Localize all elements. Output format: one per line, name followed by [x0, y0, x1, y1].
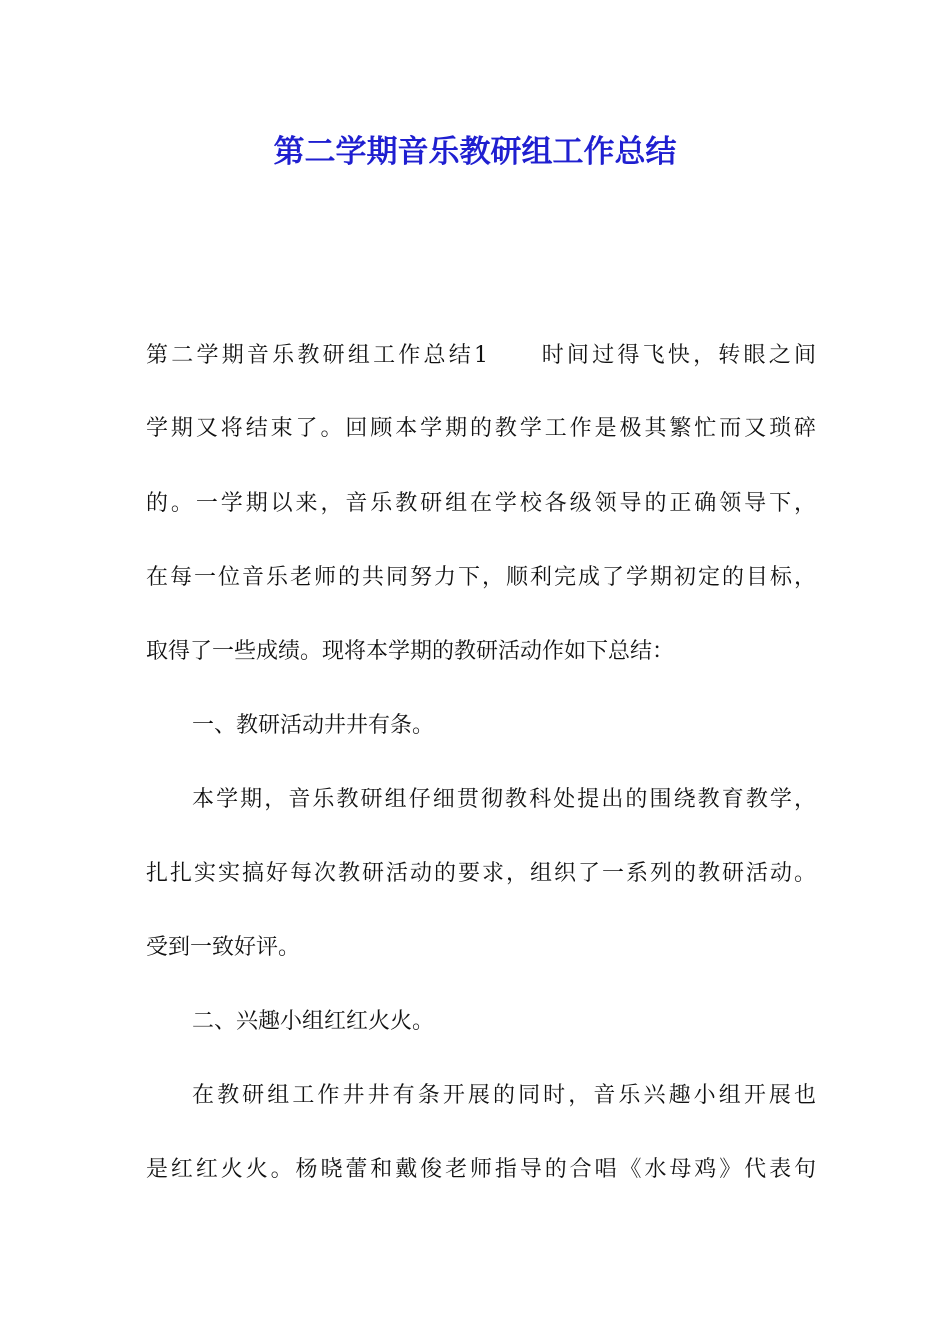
paragraph-line: 在每一位音乐老师的共同努力下，顺利完成了学期初定的目标，: [146, 565, 816, 590]
paragraph-line: 扎扎实实搞好每次教研活动的要求，组织了一系列的教研活动。: [146, 861, 816, 886]
paragraph-line: 在教研组工作井井有条开展的同时，音乐兴趣小组开展也: [192, 1083, 816, 1108]
paragraph-line: 受到一致好评。: [146, 935, 301, 960]
document-title: 第二学期音乐教研组工作总结: [273, 134, 677, 170]
paragraph-line: 取得了一些成绩。现将本学期的教研活动作如下总结：: [146, 639, 675, 664]
paragraph-line: 是红红火火。杨晓蕾和戴俊老师指导的合唱《水母鸡》代表句: [146, 1157, 816, 1182]
paragraph-line: 学期又将结束了。回顾本学期的教学工作是极其繁忙而又琐碎: [146, 416, 816, 441]
section-heading-1: 一、教研活动井井有条。: [192, 713, 435, 738]
paragraph-line: 第二学期音乐教研组工作总结1 时间过得飞快，转眼之间: [146, 343, 816, 368]
section-heading-2: 二、兴趣小组红红火火。: [192, 1009, 435, 1034]
paragraph-line: 的。一学期以来，音乐教研组在学校各级领导的正确领导下，: [146, 491, 816, 516]
paragraph-line: 本学期，音乐教研组仔细贯彻教科处提出的围绕教育教学，: [192, 787, 816, 812]
